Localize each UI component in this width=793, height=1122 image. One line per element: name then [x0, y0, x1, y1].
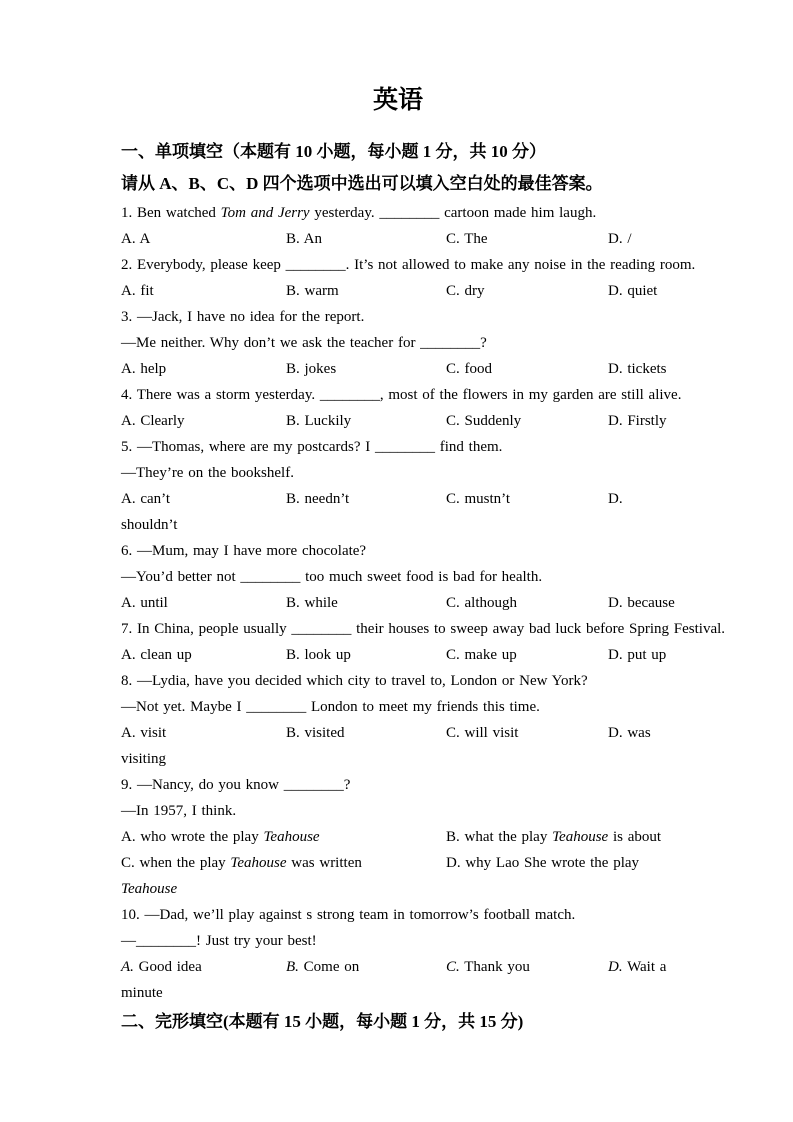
option-cell: [446, 408, 608, 434]
section-1-instruction: 请从 A、B、C、D 四个选项中选出可以填入空白处的最佳答案。: [121, 174, 603, 193]
text-segment: D. why Lao She wrote the play: [446, 855, 640, 871]
text-segment: C. The: [446, 231, 488, 247]
option-cell: [121, 850, 446, 876]
option-cell: [608, 954, 675, 980]
option-cell: [608, 226, 675, 252]
text-segment: C. make up: [446, 647, 517, 663]
option-cell: [446, 278, 608, 304]
option-cell: [286, 486, 446, 512]
question-10-options: [121, 954, 675, 980]
text-segment: Teahouse: [263, 829, 320, 845]
text-segment: Tom and Jerry: [220, 205, 310, 221]
option-cell: [121, 278, 286, 304]
text-segment: Teahouse: [121, 881, 178, 897]
option-cell: [446, 486, 608, 512]
option-cell: [286, 954, 446, 980]
question-10-option-d-wrap: [121, 980, 675, 1006]
option-cell: [446, 590, 608, 616]
text-segment: B. Luckily: [286, 413, 352, 429]
text-segment: 6. —Mum, may I have more chocolate?: [121, 543, 367, 559]
text-segment: —They’re on the bookshelf.: [121, 465, 294, 481]
option-cell: [286, 278, 446, 304]
text-segment: B. An: [286, 231, 323, 247]
question-8: [121, 668, 675, 694]
document-title: 英语: [372, 87, 423, 114]
option-cell: [608, 486, 675, 512]
text-segment: Wait a: [622, 959, 667, 975]
text-segment: D.: [608, 959, 623, 975]
text-segment: C. food: [446, 361, 492, 377]
text-segment: B. jokes: [286, 361, 337, 377]
text-segment: C. will visit: [446, 725, 519, 741]
question-2-options: [121, 278, 675, 304]
text-segment: Teahouse: [552, 829, 609, 845]
question-1: [121, 200, 675, 226]
question-6-options: [121, 590, 675, 616]
text-segment: A. who wrote the play: [121, 829, 264, 845]
option-cell: [608, 278, 675, 304]
text-segment: 3. —Jack, I have no idea for the report.: [121, 309, 365, 325]
question-9-option-d-wrap: [121, 876, 675, 902]
question-9: [121, 772, 675, 798]
option-cell: [608, 356, 675, 382]
question-4-options: [121, 408, 675, 434]
question-10: [121, 902, 675, 928]
text-segment: B. visited: [286, 725, 345, 741]
text-segment: —Me neither. Why don’t we ask the teacher for ________?: [121, 335, 487, 351]
option-cell: [608, 642, 675, 668]
option-cell: [121, 824, 446, 850]
text-segment: B. needn’t: [286, 491, 350, 507]
question-5: [121, 434, 675, 460]
option-cell: [446, 356, 608, 382]
text-segment: A. Clearly: [121, 413, 185, 429]
text-segment: B. while: [286, 595, 338, 611]
text-segment: A. A: [121, 231, 151, 247]
question-5-option-d-wrap: [121, 512, 675, 538]
text-segment: D. put up: [608, 647, 667, 663]
question-8-options: [121, 720, 675, 746]
option-cell: [121, 954, 286, 980]
question-3-options: [121, 356, 675, 382]
option-cell: [446, 954, 608, 980]
question-3: [121, 304, 675, 330]
question-7-options: [121, 642, 675, 668]
option-cell: [121, 226, 286, 252]
question-10-reply: [121, 928, 675, 954]
text-segment: 1. Ben watched: [121, 205, 221, 221]
text-segment: D. Firstly: [608, 413, 667, 429]
question-9-reply: [121, 798, 675, 824]
text-segment: B. look up: [286, 647, 351, 663]
option-cell: [446, 226, 608, 252]
question-5-reply: [121, 460, 675, 486]
text-segment: A. until: [121, 595, 168, 611]
text-segment: D.: [608, 491, 623, 507]
document-body: [121, 136, 726, 1038]
option-cell: [446, 720, 608, 746]
option-cell: [286, 408, 446, 434]
question-9-options-ab: [121, 824, 675, 850]
option-cell: [121, 408, 286, 434]
text-segment: B. what the play: [446, 829, 553, 845]
section-1-heading: 一、单项填空（本题有 10 小题，每小题 1 分，共 10 分）: [121, 142, 546, 161]
text-segment: D. /: [608, 231, 632, 247]
text-segment: 5. —Thomas, where are my postcards? I ________ find them.: [121, 439, 503, 455]
text-segment: Teahouse: [230, 855, 287, 871]
text-segment: Thank you: [459, 959, 530, 975]
text-segment: —________! Just try your best!: [121, 933, 317, 949]
question-8-option-d-wrap: [121, 746, 675, 772]
question-2: [121, 252, 696, 278]
option-cell: [286, 590, 446, 616]
text-segment: C. when the play: [121, 855, 231, 871]
option-cell: [446, 850, 675, 876]
text-segment: C. mustn’t: [446, 491, 511, 507]
text-segment: visiting: [121, 751, 167, 767]
option-cell: [608, 720, 675, 746]
option-cell: [121, 642, 286, 668]
text-segment: shouldn’t: [121, 517, 178, 533]
text-segment: A. fit: [121, 283, 154, 299]
text-segment: 9. —Nancy, do you know ________?: [121, 777, 351, 793]
text-segment: A. visit: [121, 725, 167, 741]
option-cell: [446, 824, 675, 850]
text-segment: C.: [446, 959, 460, 975]
text-segment: C. although: [446, 595, 517, 611]
text-segment: C. dry: [446, 283, 485, 299]
text-segment: minute: [121, 985, 163, 1001]
option-cell: [286, 356, 446, 382]
text-segment: 7. In China, people usually ________ their houses to sweep away bad luck before Spring Festival.: [121, 621, 726, 637]
option-cell: [286, 720, 446, 746]
question-7: [121, 616, 726, 642]
text-segment: 10. —Dad, we’ll play against s strong team in tomorrow’s football match.: [121, 907, 576, 923]
question-9-options-cd: [121, 850, 675, 876]
option-cell: [121, 486, 286, 512]
option-cell: [121, 356, 286, 382]
question-5-options: [121, 486, 675, 512]
text-segment: B. warm: [286, 283, 339, 299]
option-cell: [608, 590, 675, 616]
text-segment: 8. —Lydia, have you decided which city to travel to, London or New York?: [121, 673, 588, 689]
text-segment: A. can’t: [121, 491, 171, 507]
text-segment: 4. There was a storm yesterday. ________, most of the flowers in my garden are still alive.: [121, 387, 682, 403]
option-cell: [286, 642, 446, 668]
text-segment: B.: [286, 959, 299, 975]
text-segment: —In 1957, I think.: [121, 803, 237, 819]
question-3-reply: [121, 330, 675, 356]
text-segment: —You’d better not ________ too much sweet food is bad for health.: [121, 569, 543, 585]
section-2-heading: 二、完形填空(本题有 15 小题，每小题 1 分，共 15 分): [121, 1012, 524, 1031]
text-segment: was written: [286, 855, 362, 871]
option-cell: [608, 408, 675, 434]
text-segment: Come on: [298, 959, 360, 975]
text-segment: D. because: [608, 595, 675, 611]
text-segment: A. clean up: [121, 647, 192, 663]
question-6-reply: [121, 564, 675, 590]
option-cell: [121, 590, 286, 616]
text-segment: 2. Everybody, please keep ________. It’s not allowed to make any noise in the reading room.: [121, 257, 696, 273]
option-cell: [446, 642, 608, 668]
option-cell: [286, 226, 446, 252]
text-segment: D. was: [608, 725, 651, 741]
question-4: [121, 382, 682, 408]
text-segment: Good idea: [133, 959, 202, 975]
text-segment: C. Suddenly: [446, 413, 522, 429]
text-segment: A. help: [121, 361, 167, 377]
text-segment: —Not yet. Maybe I ________ London to meet my friends this time.: [121, 699, 540, 715]
text-segment: yesterday. ________ cartoon made him laugh.: [309, 205, 597, 221]
question-1-options: [121, 226, 675, 252]
text-segment: is about: [608, 829, 662, 845]
option-cell: [121, 720, 286, 746]
text-segment: A.: [121, 959, 134, 975]
text-segment: D. quiet: [608, 283, 658, 299]
question-8-reply: [121, 694, 675, 720]
text-segment: D. tickets: [608, 361, 667, 377]
question-6: [121, 538, 675, 564]
